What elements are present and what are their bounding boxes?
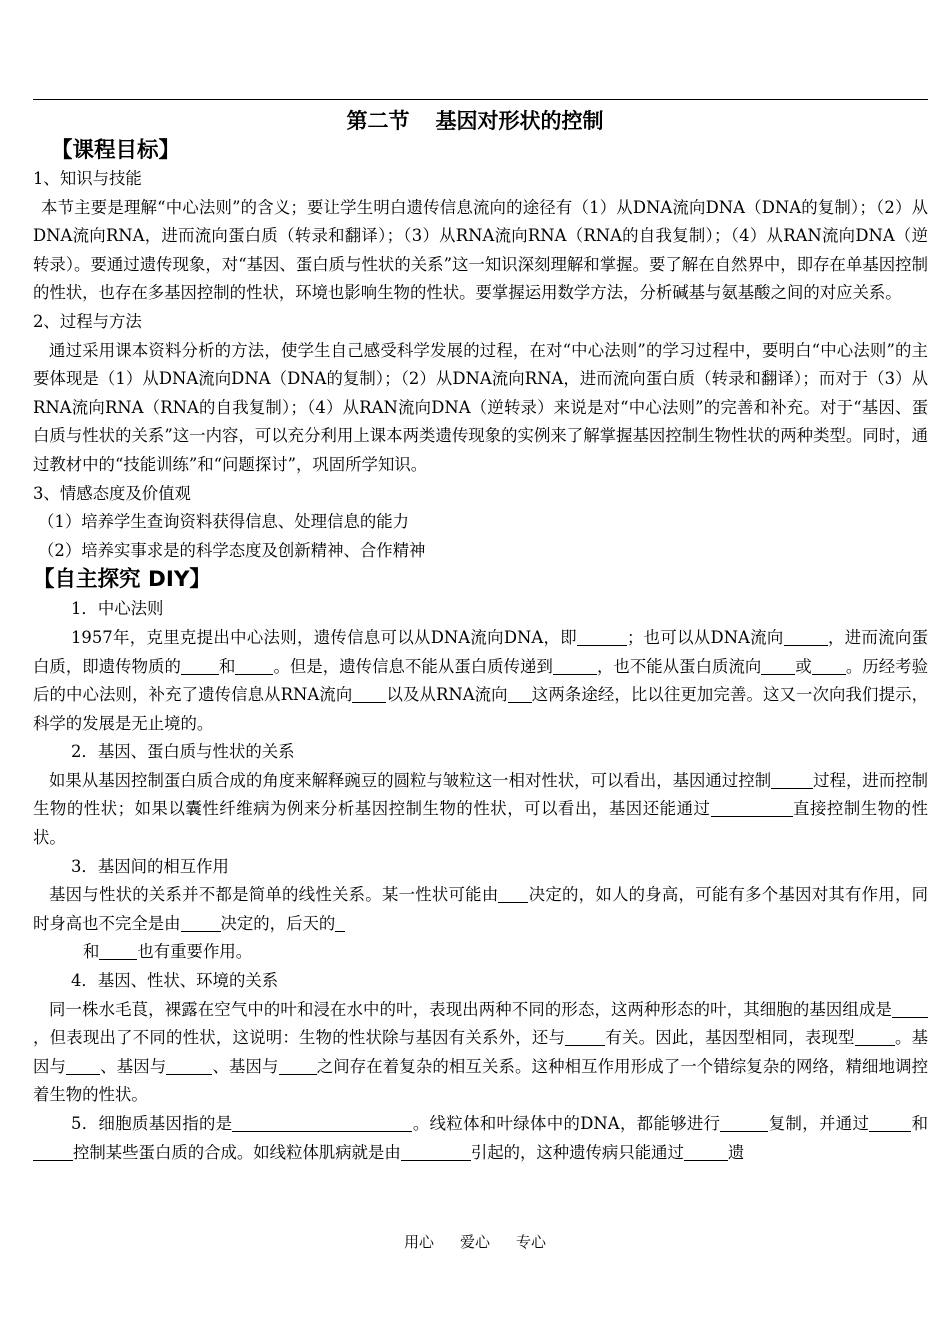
central-dogma-heading: 1．中心法则 [71,599,164,619]
fill-blank[interactable] [99,941,137,960]
gene-protein-trait-heading: 2．基因、蛋白质与性状的关系 [71,742,295,762]
fill-blank[interactable] [401,1142,471,1161]
fill-blank[interactable] [577,627,627,646]
fill-blank[interactable] [279,1056,317,1075]
fill-blank[interactable] [33,1142,73,1161]
cytoplasmic-gene-text: 5．细胞质基因指的是 。线粒体和叶绿体中的DNA，都能够进行 复制，并通过 和控制某些蛋白质的合成。如线粒体肌病就是由 引起的，这种遗传病只能通过 遗 [33,1110,928,1167]
gene-protein-trait-text: 如果从基因控制蛋白质合成的角度来解释豌豆的圆粒与皱粒这一相对性状，可以看出，基因通过控制 过程，进而控制生物的性状；如果以囊性纤维病为例来分析基因控制生物的性状，可以看出，基因还能通过 直接控制生物的性状。 [33,770,929,848]
gene-trait-environment-text: 同一株水毛茛，裸露在空气中的叶和浸在水中的叶，表现出两种不同的形态，这两种形态的叶，其细胞的基因组成是，但表现出了不同的性状，这说明：生物的性状除与基因有关系外，还与 有关。因此，基因型相同，表现型 。基因与 、基因与 、基因与 之间存在着复杂的相互关系。这种相互作用形成了一个错综复杂的网络，精细地调控着生物的性状。 [33,999,929,1105]
footer-word-1: 用心 [403,1233,434,1251]
footer-word-3: 专心 [516,1233,547,1251]
fill-blank[interactable] [335,913,345,932]
page-title-topic: 基因对形状的控制 [435,109,604,133]
fill-blank[interactable] [66,1056,100,1075]
central-dogma-text: 1957年，克里克提出中心法则，遗传信息可以从DNA流向DNA，即 ；也可以从DNA流向 ，进而流向蛋白质，即遗传物质的 和 。但是，遗传信息不能从蛋白质传递到 ，也不能从蛋白质流向 或 。历经考验后的中心法则，补充了遗传信息从RNA流向 以及从RNA流向 这两条途经，比以往更加完善。这又一次向我们提示，科学的发展是无止境的。 [33,627,929,733]
process-method-heading: 2、过程与方法 [33,311,142,331]
gene-interaction-heading: 3．基因间的相互作用 [71,856,229,876]
fill-blank[interactable] [565,1027,605,1046]
page-footer [0,1231,950,1253]
fill-blank[interactable] [508,684,532,703]
self-study-heading: 【自主探究 DIY】 [33,567,211,593]
gene-trait-environment-heading: 4．基因、性状、环境的关系 [71,971,279,991]
fill-blank[interactable] [166,1056,212,1075]
fill-blank[interactable] [784,627,828,646]
fill-blank[interactable] [771,770,813,789]
fill-blank[interactable] [711,798,793,817]
knowledge-skills-text: 本节主要是理解“中心法则”的含义；要让学生明白遗传信息流向的途径有（1）从DNA流向DNA（DNA的复制）；（2）从DNA流向RNA，进而流向蛋白质（转录和翻译）；（3）从RNA流向RNA（RNA的自我复制）；（4）从RAN流向DNA（逆转录）。要通过遗传现象，对“基因、蛋白质与性状的关系”这一知识深刻理解和掌握。要了解在自然界中，即存在单基因控制的性状，也存在多基因控制的性状，环境也影响生物的性状。要掌握运用数学方法，分析碱基与氨基酸之间的对应关系。 [33,197,928,303]
process-method-text: 通过采用课本资料分析的方法，使学生自己感受科学发展的过程，在对“中心法则”的学习过程中，要明白“中心法则”的主要体现是（1）从DNA流向DNA（DNA的复制）；（2）从DNA流向RNA，进而流向蛋白质（转录和翻译）；而对于（3）从RNA流向RNA（RNA的自我复制）；（4）从RAN流向DNA（逆转录）来说是对“中心法则”的完善和补充。对于“基因、蛋白质与性状的关系”这一内容，可以充分利用上课本两类遗传现象的实例来了解掌握基因控制生物性状的两种类型。同时，通过教材中的“技能训练”和“问题探讨”，巩固所学知识。 [33,340,928,474]
header-rule [33,99,928,100]
gene-interaction-text: 基因与性状的关系并不都是简单的线性关系。某一性状可能由 决定的，如人的身高，可能有多个基因对其有作用，同时身高也不完全是由 决定的，后天的 [33,885,928,933]
fill-blank[interactable] [181,913,221,932]
fill-blank[interactable] [761,656,795,675]
fill-blank[interactable] [869,1113,911,1132]
attitude-item-1: （1）培养学生查询资料获得信息、处理信息的能力 [38,512,410,532]
course-goals-heading: 【课程目标】 [51,138,181,163]
page-title-section: 第二节 [346,109,410,133]
fill-blank[interactable] [235,656,273,675]
fill-blank[interactable] [181,656,219,675]
page-title [0,106,950,136]
fill-blank[interactable] [352,684,386,703]
fill-blank[interactable] [553,656,597,675]
fill-blank[interactable] [684,1142,728,1161]
fill-blank[interactable] [855,1027,895,1046]
fill-blank[interactable] [812,656,846,675]
gene-interaction-text-cont: 和 也有重要作用。 [83,942,253,962]
fill-blank[interactable] [892,999,928,1018]
document-body [33,136,928,1167]
attitude-values-heading: 3、情感态度及价值观 [33,483,191,503]
footer-word-2: 爱心 [459,1233,490,1251]
fill-blank[interactable] [498,884,528,903]
knowledge-skills-heading: 1、知识与技能 [33,169,142,188]
attitude-item-2: （2）培养实事求是的科学态度及创新精神、合作精神 [38,540,426,560]
fill-blank[interactable] [232,1113,412,1132]
fill-blank[interactable] [720,1113,768,1132]
